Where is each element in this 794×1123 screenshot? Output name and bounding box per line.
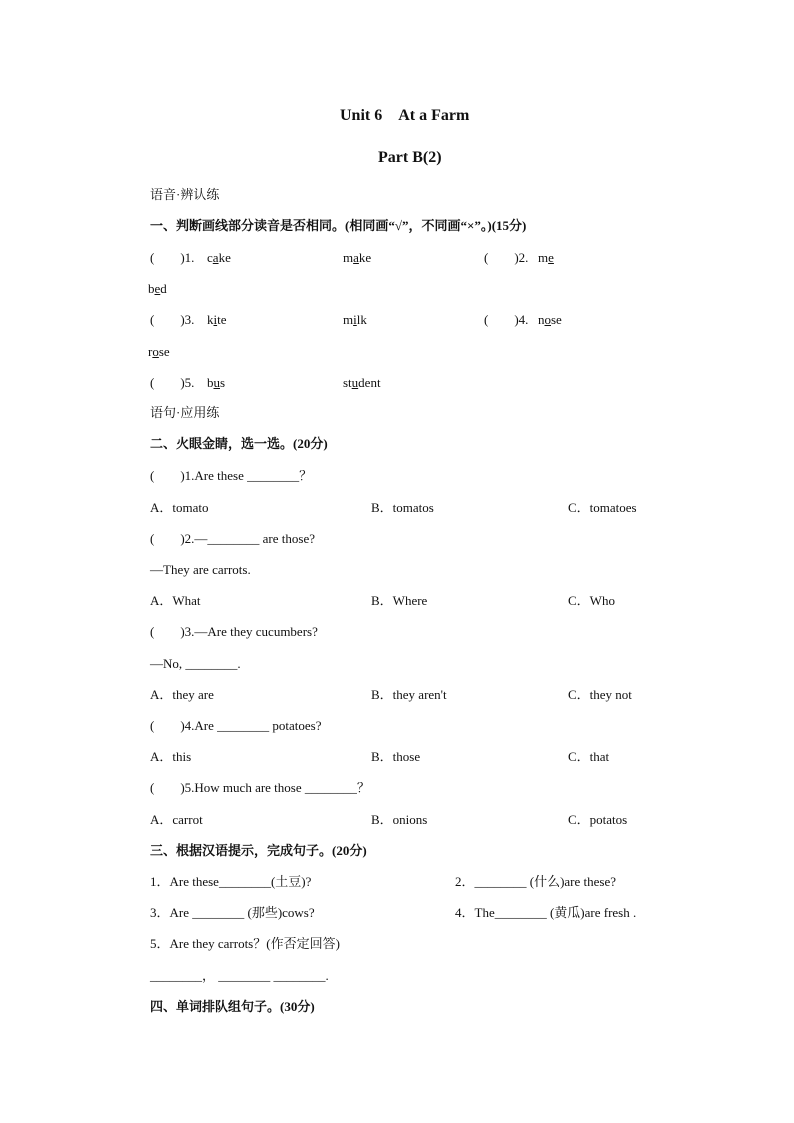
p1-q3-word1: kite xyxy=(207,312,227,327)
section-2-heading: 二、火眼金睛，选一选。(20分) xyxy=(150,436,328,451)
p2-q1-option-a: A．tomato xyxy=(150,500,209,515)
p1-q1-word2: make xyxy=(343,250,372,265)
category-phonics: 语音·辨认练 xyxy=(150,187,220,202)
p1-q5-word2: student xyxy=(343,375,381,390)
p2-q5-option-a: A．carrot xyxy=(150,812,203,827)
p2-q3-option-c: C．they not xyxy=(568,687,632,702)
p2-q4-option-b: B．those xyxy=(371,749,421,764)
p2-q3-stem: ( )3.—Are they cucumbers? xyxy=(150,624,318,639)
p2-q3-option-b: B．they aren't xyxy=(371,687,447,702)
p1-q5-word1: bus xyxy=(207,375,226,390)
p2-q4-option-c: C．that xyxy=(568,749,610,764)
p2-q5-option-c: C．potatos xyxy=(568,812,628,827)
p2-q1-option-b: B．tomatos xyxy=(371,500,434,515)
p2-q4-stem: ( )4.Are ________ potatoes? xyxy=(150,718,322,733)
p3-sentence-5-answer: ________， ________ ________. xyxy=(150,968,329,983)
p3-sentence-4: 4．The________ (黄瓜)are fresh . xyxy=(455,905,637,920)
p1-q3-word2: milk xyxy=(343,312,367,327)
p2-q1-stem: ( )1.Are these ________？ xyxy=(150,468,313,483)
p3-sentence-1: 1．Are these________(土豆)? xyxy=(150,874,312,889)
p1-q1-blank: ( )1. xyxy=(150,250,195,265)
page-subtitle: Part B(2) xyxy=(378,149,442,166)
p2-q2-option-c: C．Who xyxy=(568,593,615,608)
p2-q5-option-b: B．onions xyxy=(371,812,428,827)
p1-q2-blank: ( )2. xyxy=(484,250,529,265)
p1-q5-blank: ( )5. xyxy=(150,375,195,390)
p2-q2-option-a: A．What xyxy=(150,593,201,608)
p3-sentence-5: 5．Are they carrots？(作否定回答) xyxy=(150,936,340,951)
p1-q4-blank: ( )4. xyxy=(484,312,529,327)
p2-q3-option-a: A．they are xyxy=(150,687,214,702)
p3-sentence-2: 2．________ (什么)are these? xyxy=(455,874,617,889)
p2-q5-stem: ( )5.How much are those ________？ xyxy=(150,780,370,795)
category-sentences: 语句·应用练 xyxy=(150,405,220,420)
p2-q2-stem: ( )2.—________ are those? xyxy=(150,531,315,546)
p2-q2-line2: —They are carrots. xyxy=(150,562,251,577)
p3-sentence-3: 3．Are ________ (那些)cows? xyxy=(150,905,315,920)
p1-q2-word2: bed xyxy=(148,281,167,296)
p2-q3-line2: —No, ________. xyxy=(150,656,241,671)
section-1-heading: 一、判断画线部分读音是否相同。(相同画“√”，不同画“×”。)(15分) xyxy=(150,218,527,233)
p1-q2-word1: me xyxy=(538,250,554,265)
p2-q1-option-c: C．tomatoes xyxy=(568,500,637,515)
p2-q2-option-b: B．Where xyxy=(371,593,428,608)
p1-q4-word2: rose xyxy=(148,344,170,359)
page-title: Unit 6 At a Farm xyxy=(340,107,470,124)
p2-q4-option-a: A．this xyxy=(150,749,192,764)
section-3-heading: 三、根据汉语提示，完成句子。(20分) xyxy=(150,843,367,858)
section-4-heading: 四、单词排队组句子。(30分) xyxy=(150,999,315,1014)
p1-q1-word1: cake xyxy=(207,250,231,265)
p1-q3-blank: ( )3. xyxy=(150,312,195,327)
p1-q4-word1: nose xyxy=(538,312,562,327)
